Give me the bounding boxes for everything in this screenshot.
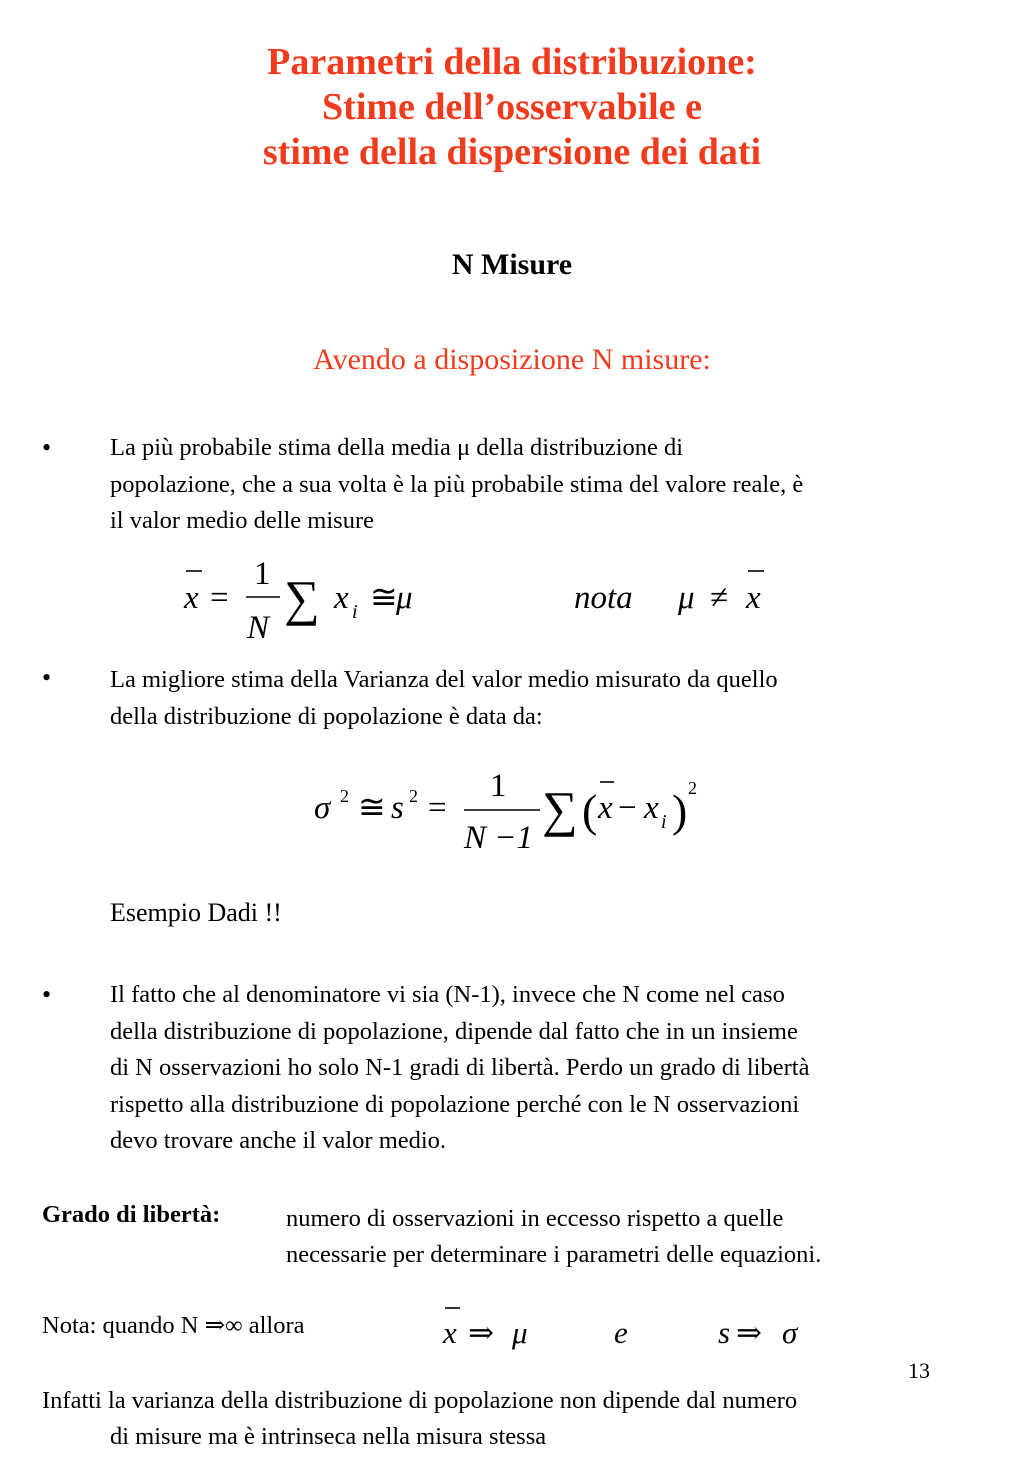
bullet-text-degrees [110,977,990,1160]
formula-variance [300,760,720,860]
formula-symbol: x [644,790,659,826]
formula-symbol: μ [396,580,413,616]
formula-symbol: ⇒ [736,1315,762,1350]
title-line-2: Stime dell’osservabile e [322,86,702,128]
formula-symbol: nota [574,580,633,616]
formula-symbol: 2 [340,786,349,806]
formula-symbol: N −1 [464,820,534,856]
formula-symbol: μ [512,1315,528,1350]
bullet-marker: • [42,433,52,462]
formula-symbol: − [618,790,637,826]
formula-symbol: σ [314,790,331,826]
section-heading: N Misure [451,248,573,281]
formula-mean [170,550,790,650]
paragraph-line: La migliore stima della Varianza del valor medio misurato da quello [110,666,778,693]
formula-symbol: x [184,580,199,616]
formula-symbol: x [443,1315,457,1350]
title-line-3: stime della dispersione dei dati [262,131,762,173]
paragraph-line: necessarie per determinare i parametri delle equazioni. [286,1241,822,1268]
formula-symbol: i [661,811,667,833]
example-note: Esempio Dadi !! [110,898,282,927]
paragraph-line: Infatti la varianza della distribuzione di popolazione non dipende dal numero [42,1387,798,1414]
formula-symbol: x [334,580,349,616]
paragraph-line: di N osservazioni ho solo N-1 gradi di libertà. Perdo un grado di libertà [110,1054,810,1081]
paragraph-line: rispetto alla distribuzione di popolazione perché con le N osservazioni [110,1090,800,1118]
formula-symbol: 1 [490,768,507,804]
title-line-1: Parametri della distribuzione: [267,41,757,83]
formula-symbol: ) [672,785,688,836]
paragraph-line: il valor medio delle misure [110,507,374,534]
closing-paragraph [42,1383,797,1455]
formula-symbol: 1 [254,556,271,592]
formula-symbol: ∑ [284,570,320,626]
formula-symbol: 2 [409,786,418,806]
paragraph-line: numero di osservazioni in eccesso rispetto a quelle [286,1205,784,1232]
page-number: 13 [908,1358,930,1383]
paragraph-line: La più probabile stima della media μ della distribuzione di [110,434,684,461]
intro-text: Avendo a disposizione N misure: [313,343,711,376]
formula-symbol: ≠ [710,580,729,616]
paragraph-line: devo trovare anche il valor medio. [110,1127,447,1154]
limit-note: Nota: quando N ⇒∞ allora [42,1312,305,1339]
formula-symbol: e [614,1315,628,1350]
formula-symbol: ≅ [370,580,398,616]
formula-symbol: = [428,790,447,826]
formula-symbol: i [352,601,358,623]
formula-symbol: ⇒ [468,1315,494,1350]
bullet-marker: • [42,980,52,1009]
formula-symbol: = [210,580,229,616]
paragraph-line: Il fatto che al denominatore vi sia (N-1), invece che N come nel caso [110,981,785,1008]
paragraph-line: di misure ma è intrinseca nella misura stessa [110,1423,547,1450]
formula-symbol: x [598,790,613,826]
definition-label: Grado di libertà: [42,1201,221,1228]
formula-symbol: s [718,1315,731,1350]
formula-symbol: x [746,580,761,616]
formula-symbol: s [391,790,404,826]
bullet-text-variance [110,662,990,735]
paragraph-line: della distribuzione di popolazione è data da: [110,702,543,730]
page-title [0,40,1024,175]
paragraph-line: della distribuzione di popolazione, dipende dal fatto che in un insieme [110,1017,798,1045]
formula-limit [430,1300,830,1360]
formula-symbol: N [247,610,270,646]
definition-text [286,1201,821,1273]
formula-symbol: ( [582,785,598,836]
bullet-text-mean [110,430,990,540]
formula-symbol: μ [678,580,695,616]
formula-symbol: σ [782,1315,798,1350]
formula-symbol: ≅ [358,790,386,826]
formula-symbol: 2 [688,778,697,798]
paragraph-line: popolazione, che a sua volta è la più probabile stima del valore reale, è [110,470,804,498]
formula-symbol: ∑ [542,781,578,837]
bullet-marker: • [42,663,52,692]
